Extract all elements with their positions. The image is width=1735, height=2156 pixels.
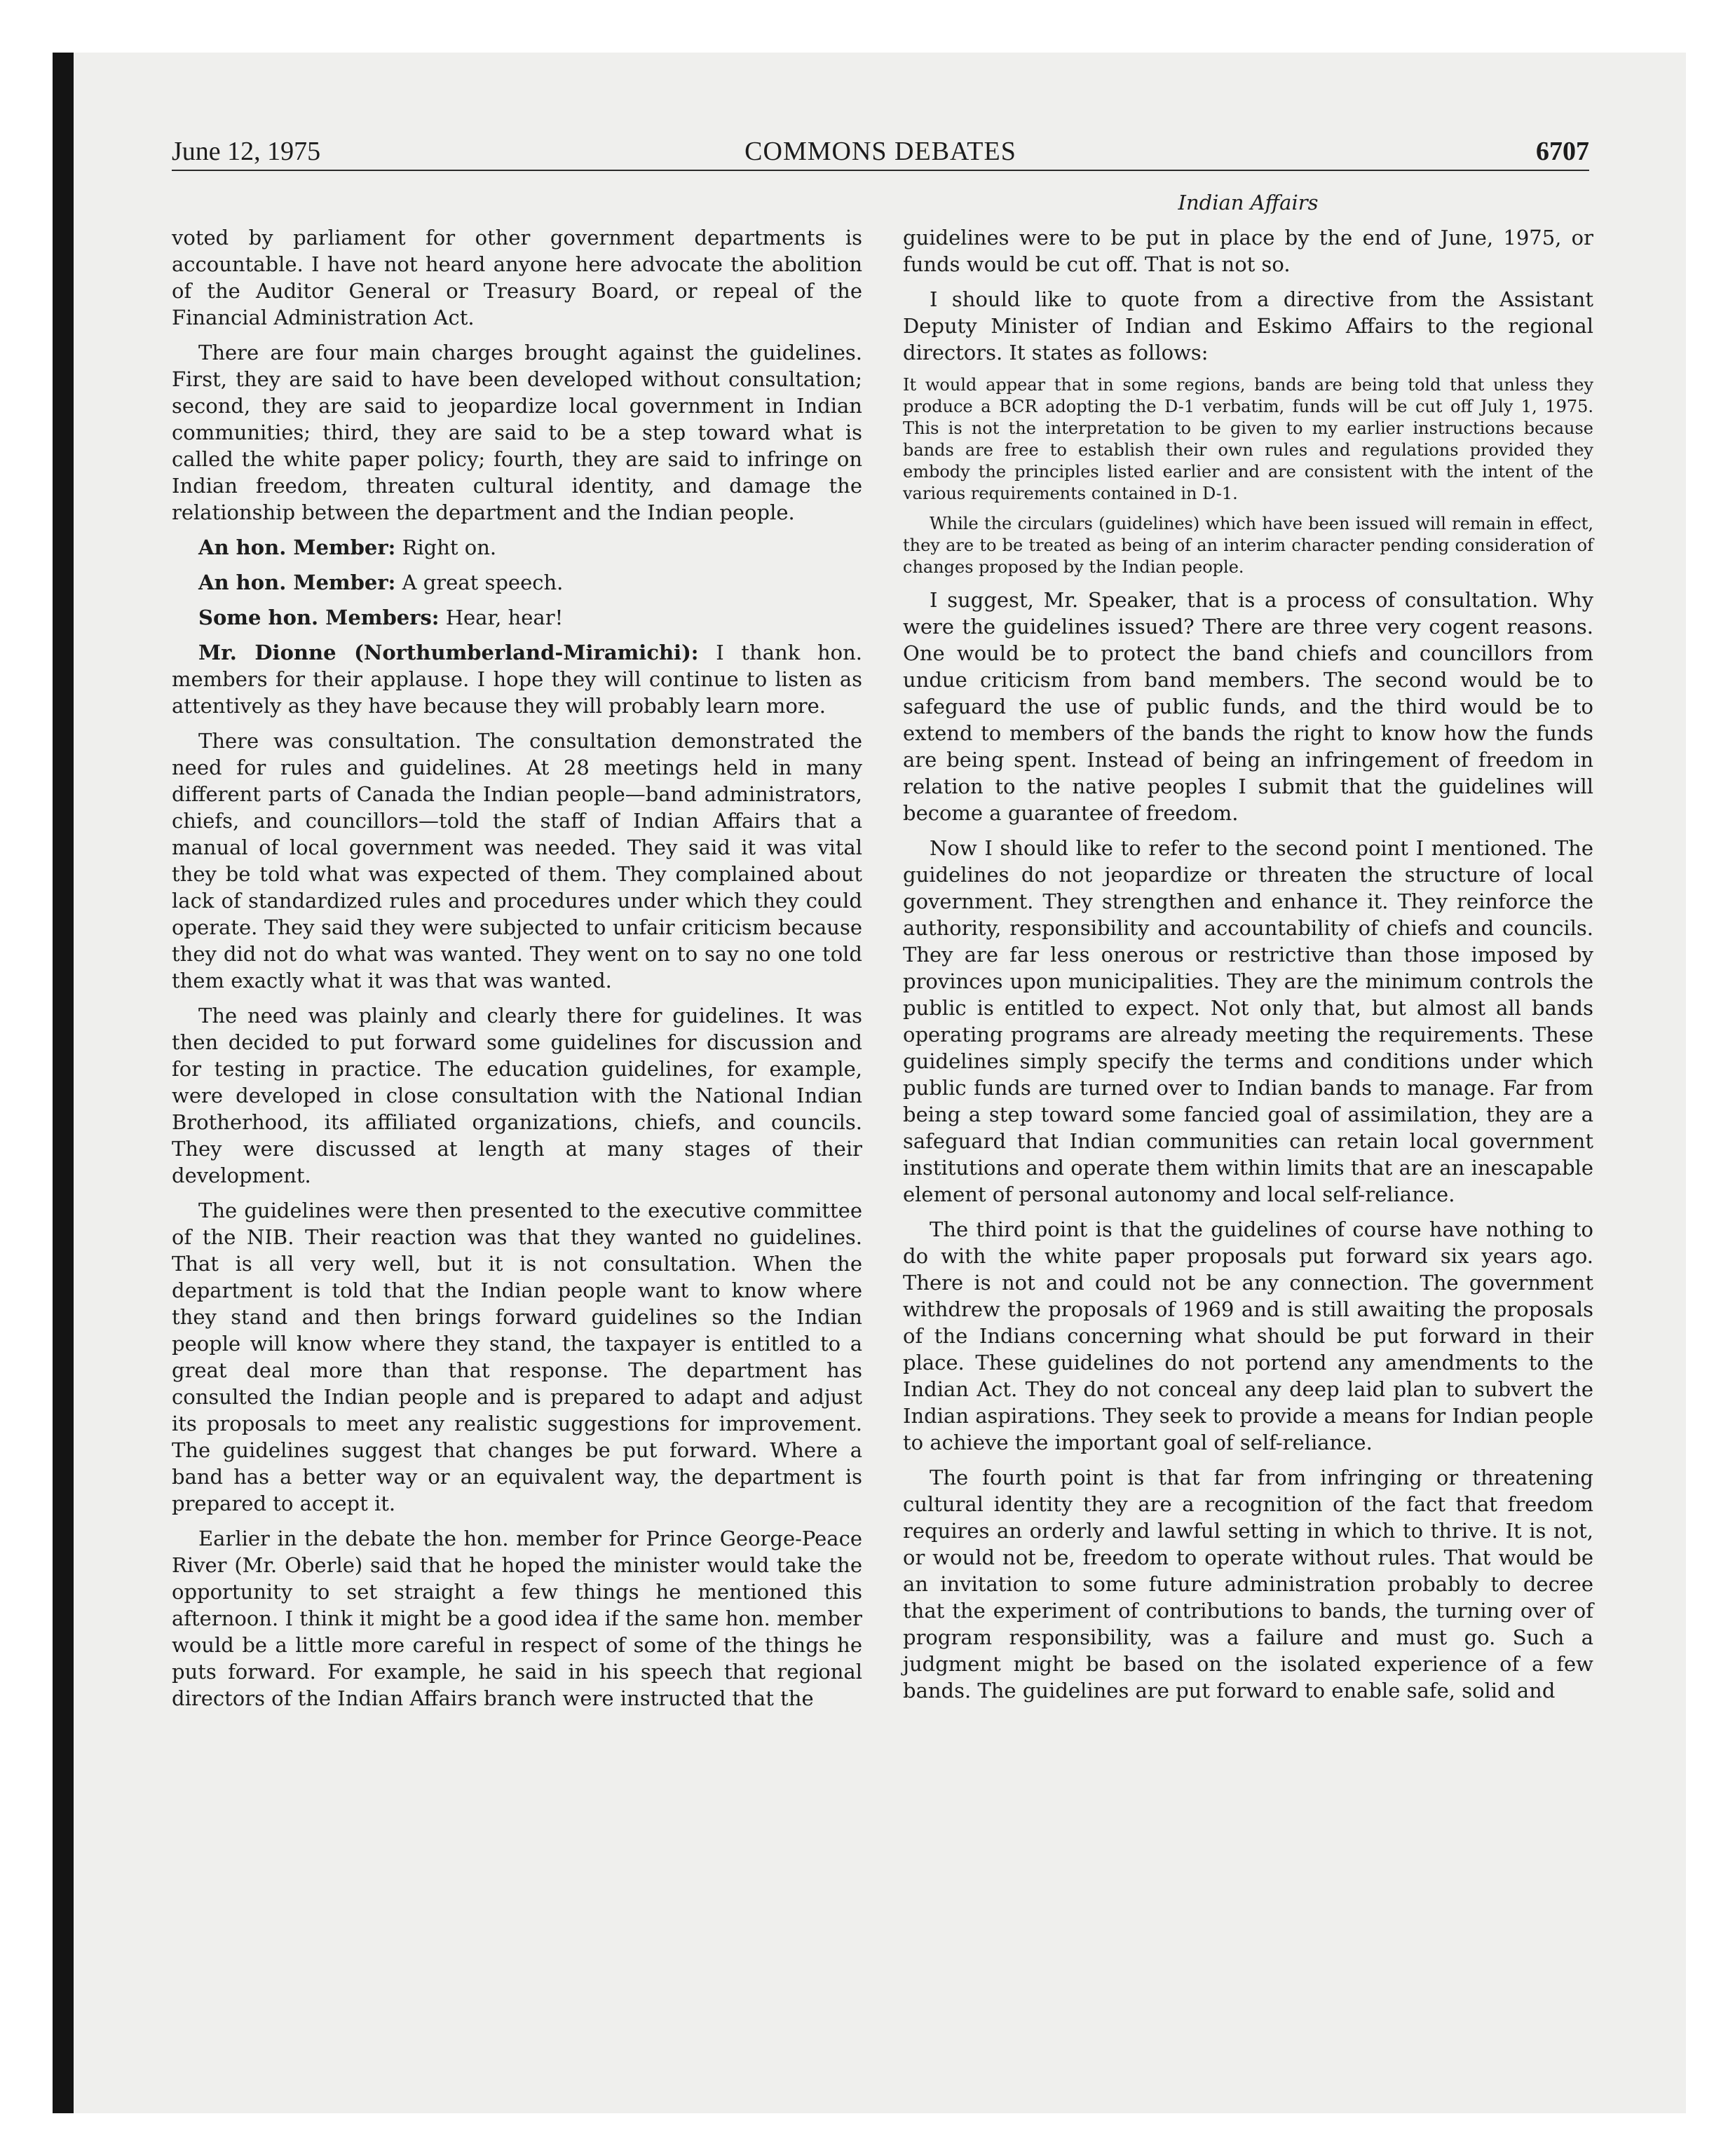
speaker-name: Mr. Dionne (Northumberland-Miramichi):: [198, 641, 699, 664]
speaker-name: Some hon. Members:: [198, 606, 440, 629]
running-head: Indian Affairs: [1178, 191, 1319, 214]
speech-text: I thank hon. members for their applause. I hope they will continue to listen as attentively as they have because they will probably learn more.: [172, 641, 863, 718]
interjection: [172, 604, 862, 631]
header-page-number: 6707: [1536, 137, 1589, 166]
paragraph: Earlier in the debate the hon. member for Prince George-Peace River (Mr. Oberle) said that he hoped the minister would take the opportunity to set straight a few things he mentioned this afternoon. I think it might be a good idea if the same hon. member would be a little more careful in respect of some of the things he puts forward. For example, he said in his speech that regional directors of the Indian Affairs branch were instructed that the: [172, 1527, 862, 1710]
paragraph: voted by parliament for other government departments is accountable. I have not heard anyone here advocate the abolition of the Auditor General or Treasury Board, or repeal of the Financial Administration Act.: [172, 226, 862, 329]
header-rule: [172, 170, 1589, 171]
speaker-name: An hon. Member:: [198, 535, 396, 559]
paragraph: The guidelines were then presented to the executive committee of the NIB. Their reaction was that they wanted no guidelines. That is all very well, but it is not consultation. When the department is told that the Indian people want to know where they stand and then brings forward guidelines so the Indian people will know where they stand, the taxpayer is entitled to a great deal more than that response. The department has consulted the Indian people and is prepared to adapt and adjust its proposals to meet any realistic suggestions for improvement. The guidelines suggest that changes be put forward. Where a band has a better way or an equivalent way, the department is prepared to accept it.: [172, 1199, 862, 1515]
speech-text: A great speech.: [402, 571, 564, 594]
block-quote: While the circulars (guidelines) which have been issued will remain in effect, they are to be treated as being of an interim character pending consideration of changes proposed by the Indian people.: [903, 514, 1593, 577]
header-date: June 12, 1975: [172, 137, 321, 166]
paragraph: I should like to quote from a directive from the Assistant Deputy Minister of Indian and Eskimo Affairs to the regional directors. It states as follows:: [903, 287, 1593, 364]
paragraph: There are four main charges brought against the guidelines. First, they are said to have been developed without consultation; second, they are said to jeopardize local government in Indian communities; third, they are said to be a step toward what is called the white paper policy; fourth, they are said to infringe on Indian freedom, threaten cultural identity, and damage the relationship between the department and the Indian people.: [172, 341, 862, 524]
left-column: [172, 224, 862, 1720]
header-journal-title: COMMONS DEBATES: [744, 137, 1016, 166]
speech-text: Right on.: [402, 535, 497, 559]
right-column: [903, 189, 1593, 1712]
interjection: [172, 534, 862, 561]
page-header: [172, 135, 1589, 168]
paragraph: There was consultation. The consultation demonstrated the need for rules and guidelines. At 28 meetings held in many different parts of Canada the Indian people—band administrators, chiefs, and councillors—told the staff of Indian Affairs that a manual of local government was needed. They said it was vital they be told what was expected of them. They complained about lack of standardized rules and procedures under which they could operate. They said they were subjected to unfair criticism because they did not do what was wanted. They went on to say no one told them exactly what it was that was wanted.: [172, 729, 862, 992]
paragraph: The fourth point is that far from infringing or threatening cultural identity they are a recognition of the fact that freedom requires an orderly and lawful setting in which to thrive. It is not, or would not be, freedom to operate without rules. That would be an invitation to some future administration probably to decree that the experiment of contributions to bands, the turning over of program responsibility, was a failure and must go. Such a judgment might be based on the isolated experience of a few bands. The guidelines are put forward to enable safe, solid and: [903, 1466, 1593, 1703]
speaker-name: An hon. Member:: [198, 571, 396, 594]
speech-text: Hear, hear!: [445, 606, 564, 629]
paragraph: Now I should like to refer to the second point I mentioned. The guidelines do not jeopardize or threaten the structure of local government. They strengthen and enhance it. They reinforce the authority, responsibility and accountability of chiefs and councils. They are far less onerous or restrictive than those imposed by provinces upon municipalities. They are the minimum controls the public is entitled to expect. Not only that, but almost all bands operating programs are already meeting the requirements. These guidelines simply specify the terms and conditions under which public funds are turned over to Indian bands to manage. Far from being a step toward some fancied goal of assimilation, they are a safeguard that Indian communities can retain local government institutions and operate them within limits that are an inescapable element of personal autonomy and local self-reliance.: [903, 836, 1593, 1206]
interjection: [172, 569, 862, 596]
paragraph: The need was plainly and clearly there for guidelines. It was then decided to put forward some guidelines for discussion and for testing in practice. The education guidelines, for example, were developed in close consultation with the National Indian Brotherhood, its affiliated organizations, chiefs, and councils. They were discussed at length at many stages of their development.: [172, 1004, 862, 1187]
paragraph: The third point is that the guidelines of course have nothing to do with the white paper proposals put forward six years ago. There is not and could not be any connection. The government withdrew the proposals of 1969 and is still awaiting the proposals of the Indians concerning what should be put forward in their place. These guidelines do not portend any amendments to the Indian Act. They do not conceal any deep laid plan to subvert the Indian aspirations. They seek to provide a means for Indian people to achieve the important goal of self-reliance.: [903, 1217, 1593, 1454]
block-quote: It would appear that in some regions, bands are being told that unless they produce a BCR adopting the D-1 verbatim, funds will be cut off July 1, 1975. This is not the interpretation to be given to my earlier instructions because bands are free to establish their own rules and regulations provided they embody the principles listed earlier and are consistent with the intent of the various requirements contained in D-1.: [903, 375, 1593, 503]
paragraph: guidelines were to be put in place by the end of June, 1975, or funds would be cut off. That is not so.: [903, 226, 1593, 276]
paragraph: I suggest, Mr. Speaker, that is a process of consultation. Why were the guidelines issued? There are three very cogent reasons. One would be to protect the band chiefs and councillors from undue criticism from band members. The second would be to safeguard the use of public funds, and the third would be to extend to members of the bands the right to know how the funds are being spent. Instead of being an infringement of freedom in relation to the native peoples I submit that the guidelines will become a guarantee of freedom.: [903, 588, 1593, 825]
speech: [172, 639, 862, 719]
